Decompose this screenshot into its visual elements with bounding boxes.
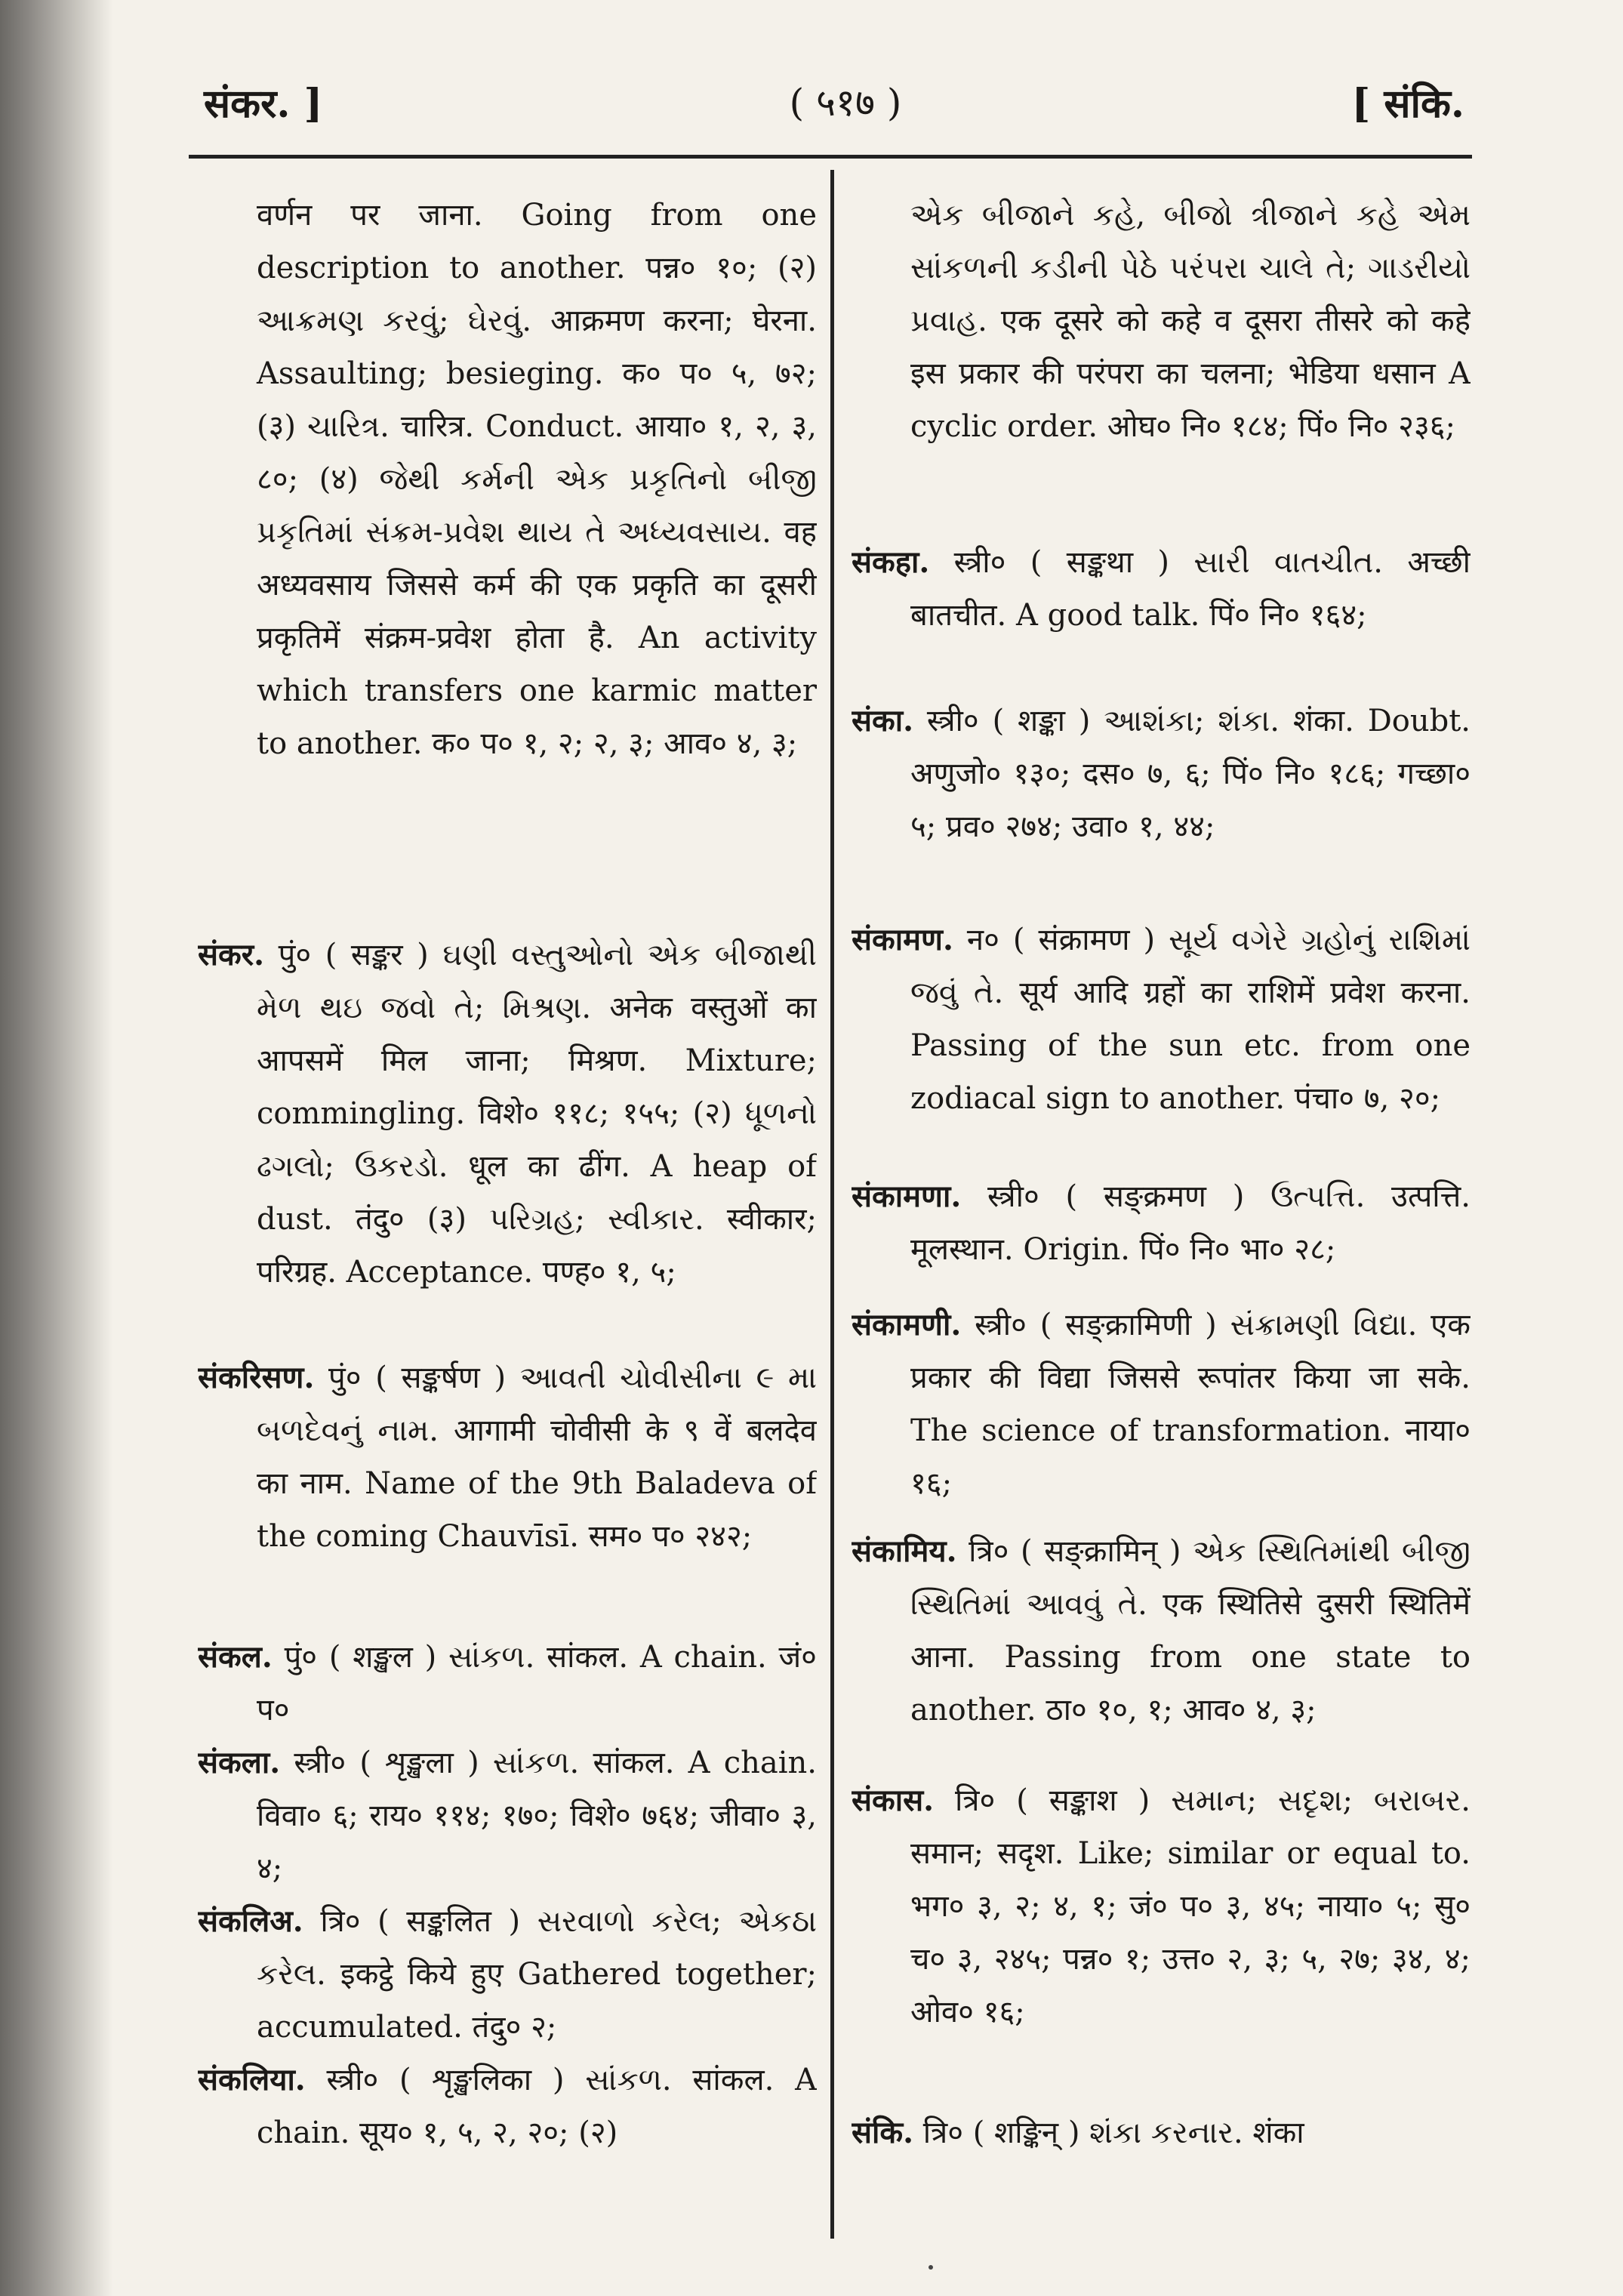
entry-headword: संकर. bbox=[198, 937, 265, 972]
entry-text: स्त्री० ( शृङ्खलिका ) સાંકળ. सांकल. A chain. सूय० १, ५, २, २०; (२) bbox=[257, 2063, 817, 2150]
entry-text: स्त्री० ( शङ्का ) આશંકા; શંકા. शंका. Doubt. अणुजो० १३०; दस० ७, ६; पिं० नि० १८६; गच्छा० ५; प्रव० २७४; उवा० १, ४४; bbox=[910, 704, 1471, 844]
entry-text: पुं० ( शङ्खल ) સાંકળ. सांकल. A chain. जं० प० bbox=[257, 1640, 817, 1727]
entry-text: એક બીજાને કહે, બીજો ત્રીજાને કહે એમ સાંકળની કડીની પેઠે પરંપરા ચાલે તે; ગાડરીયો પ્રવાહ. एक दूसरे को कहे व दूसरा तीसरे को कहे इस प्रकार की परंपरा का चलना; भेडिया धसान A cyclic order. ओघ० नि० १८४; पिं० नि० २३६; bbox=[910, 198, 1471, 444]
column-divider bbox=[830, 170, 834, 2239]
entry-text: त्रि० ( सङ्क्रामिन् ) એક સ્થિતિમાંથી બીજી સ્થિતિમાં આવવું તે. एक स्थितिसे दुसरी स्थितिमें आना. Passing from one state to another. ठा० १०, १; आव० ४, ३; bbox=[910, 1534, 1471, 1727]
entry-text: पुं० ( सङ्कर्षण ) આવતી ચોવીસીના ૯ મા બળદેવનું નામ. आगामी चोवीसी के ९ वें बलदेव का नाम. Name of the 9th Baladeva of the coming Chauvīsī. सम० प० २४२; bbox=[257, 1361, 817, 1554]
entry-text: स्त्री० ( शृङ्खला ) સાંકળ. सांकल. A chain. विवा० ६; राय० ११४; १७०; विशे० ७६४; जीवा० ३, ४; bbox=[257, 1746, 817, 1886]
dictionary-entry bbox=[198, 1895, 817, 2054]
entry-text: त्रि० ( सङ्कलित ) સરવાળો કરેલ; એકઠા કરેલ. इकट्ठे किये हुए Gathered together; accumulated. तंदु० २; bbox=[257, 1904, 817, 2045]
entry-headword: संकलिअ. bbox=[198, 1903, 303, 1939]
entry-text: त्रि० ( सङ्काश ) સમાન; સદૃશ; બરાબર. समान; सदृश. Like; similar or equal to. भग० ३, २; ४, १; जं० प० ३, ४५; नाया० ५; सु० च० ३, २४५; पन्न० १; उत्त० २, ३; ५, २७; ३४, ४; ओव० १६; bbox=[910, 1783, 1471, 2029]
book-binding-shadow bbox=[0, 0, 113, 2296]
dictionary-entry bbox=[198, 1737, 817, 1895]
entry-headword: संकलिया. bbox=[198, 2062, 306, 2097]
entry-headword: संकामणी. bbox=[852, 1307, 962, 1342]
entry-text: पुं० ( सङ्कर ) ઘણી વસ્તુઓનો એક બીજાથી મેળ થઇ જવો તે; મિશ્રણ. अनेक वस्तुओं का आपसमें मिल जाना; मिश्रण. Mixture; commingling. विशे० ११८; १५५; (२) ધૂળનો ઢગલો; ઉકરડો. धूल का ढींग. A heap of dust. तंदु० (३) પરિગ્રહ; સ્વીકાર. स्वीकार; परिग्रह. Acceptance. पण्ह० १, ५; bbox=[257, 938, 817, 1290]
dictionary-entry bbox=[852, 1299, 1471, 1510]
entry-text: स्त्री० ( सङ्क्रामिणी ) સંક્રામણી વિદ્યા. एक प्रकार की विद्या जिससे रूपांतर किया जा सके. The science of transformation. नाया० १६; bbox=[910, 1308, 1471, 1501]
dictionary-entry bbox=[852, 1170, 1471, 1276]
header-last-word: [ संकि. bbox=[1351, 81, 1464, 127]
dictionary-entry-continued bbox=[198, 189, 817, 770]
page-header bbox=[204, 76, 1464, 136]
dictionary-entry bbox=[198, 1351, 817, 1563]
dictionary-entry bbox=[852, 536, 1471, 642]
entry-headword: संकला. bbox=[198, 1745, 281, 1780]
dictionary-entry bbox=[852, 914, 1471, 1125]
right-column bbox=[852, 189, 1471, 2227]
dictionary-entry bbox=[852, 1774, 1471, 2039]
print-speck bbox=[929, 2265, 933, 2270]
dictionary-entry bbox=[198, 929, 817, 1299]
dictionary-entry-continued bbox=[852, 189, 1471, 453]
dictionary-entry bbox=[198, 2054, 817, 2159]
entry-text: स्त्री० ( सङ्क्रमण ) ઉત્પત્તિ. उत्पत्ति. मूलस्थान. Origin. पिं० नि० भा० २८; bbox=[910, 1179, 1471, 1267]
entry-text: वर्णन पर जाना. Going from one description to another. पन्न० १०; (२) આક્રમણ કરવું; ઘેરવું. आक्रमण करना; घेरना. Assaulting; besieging. क० प० ५, ७२; (३) ચારિત્ર. चारित्र. Conduct. आया० १, २, ३, ८०; (४) જેથી કર્મની એક પ્રકૃતિનો બીજી પ્રકૃતિમાં સંક્રમ-પ્રવેશ થાય તે અધ્યવસાય. वह अध्यवसाय जिससे कर्म की एक प्रकृति का दूसरी प्रकृतिमें संक्रम-प्रवेश होता है. An activity which transfers one karmic matter to another. क० प० १, २; २, ३; आव० ४, ३; bbox=[257, 198, 817, 761]
entry-headword: संकामणा. bbox=[852, 1179, 962, 1214]
entry-headword: संकि. bbox=[852, 2115, 914, 2150]
entry-text: न० ( संक्रामण ) સૂર્ય વગેરે ગ્રહોનું રાશિમાં જવું તે. सूर्य आदि ग्रहों का राशिमें प्रवेश करना. Passing of the sun etc. from one zodiacal sign to another. पंचा० ७, २०; bbox=[910, 923, 1471, 1116]
entry-headword: संकामिय. bbox=[852, 1533, 957, 1569]
entry-headword: संकहा. bbox=[852, 544, 930, 580]
dictionary-entry bbox=[852, 695, 1471, 853]
entry-headword: संकल. bbox=[198, 1639, 273, 1675]
dictionary-entry bbox=[198, 1631, 817, 1737]
dictionary-entry bbox=[852, 2106, 1471, 2159]
entry-headword: संकरिसण. bbox=[198, 1360, 315, 1395]
entry-text: स्त्री० ( सङ्कथा ) સારી વાતચીત. अच्छी बातचीत. A good talk. पिं० नि० १६४; bbox=[910, 545, 1471, 633]
entry-headword: संका. bbox=[852, 703, 914, 738]
dictionary-entry bbox=[852, 1525, 1471, 1737]
header-rule bbox=[189, 155, 1472, 159]
header-first-word: संकर. ] bbox=[204, 81, 323, 127]
entry-headword: संकास. bbox=[852, 1783, 935, 1818]
entry-headword: संकामण. bbox=[852, 922, 953, 957]
page-number: ( ५१७ ) bbox=[789, 81, 902, 125]
entry-text: त्रि० ( शङ्किन् ) શંકા કરનાર. शंका bbox=[922, 2116, 1304, 2150]
left-column bbox=[198, 189, 817, 2227]
